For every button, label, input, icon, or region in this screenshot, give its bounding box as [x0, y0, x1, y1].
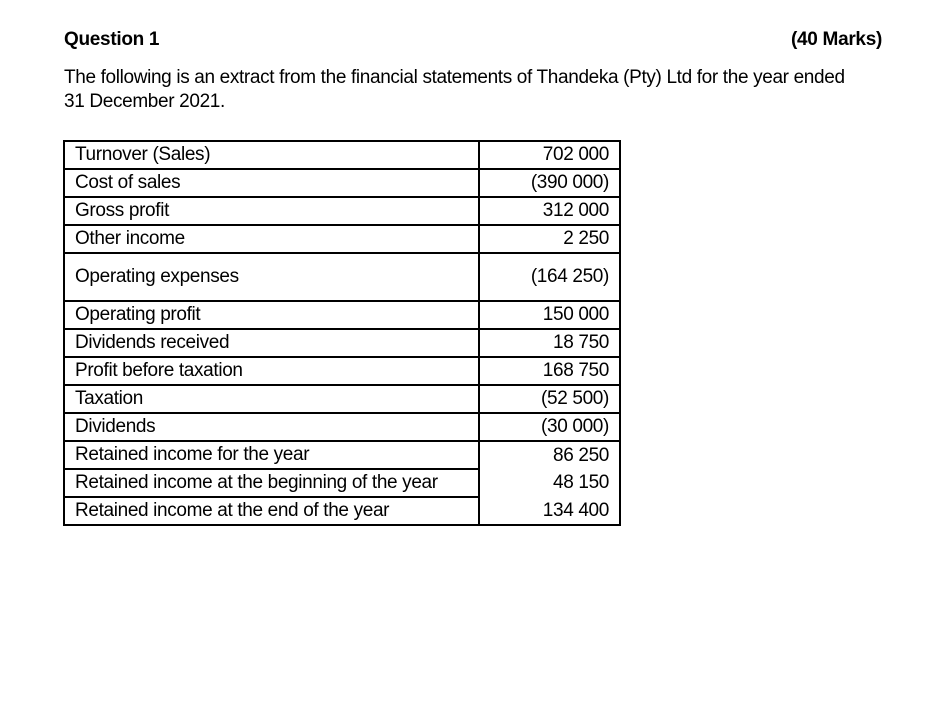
row-value: (390 000)	[479, 169, 620, 197]
table-row	[64, 497, 620, 525]
question-header	[64, 29, 882, 51]
row-label: Dividends received	[64, 329, 479, 357]
row-value: (52 500)	[479, 385, 620, 413]
row-label: Retained income at the end of the year	[64, 497, 479, 525]
row-value: 2 250	[479, 225, 620, 253]
row-value: 150 000	[479, 301, 620, 329]
row-value: 48 150	[479, 469, 620, 497]
row-value: 168 750	[479, 357, 620, 385]
table-row	[64, 253, 620, 301]
table-row	[64, 141, 620, 169]
intro-paragraph: The following is an extract from the financial statements of Thandeka (Pty) Ltd for the year ended 31 December 2021.	[64, 67, 845, 112]
row-label: Retained income at the beginning of the year	[64, 469, 479, 497]
table-row	[64, 225, 620, 253]
table-row	[64, 301, 620, 329]
financial-statement-table	[63, 140, 621, 526]
marks-label: (40 Marks)	[791, 29, 882, 50]
table-row	[64, 197, 620, 225]
question-title: Question 1	[64, 29, 160, 50]
row-value: (30 000)	[479, 413, 620, 441]
table-row	[64, 169, 620, 197]
table-row	[64, 441, 620, 469]
table-row	[64, 357, 620, 385]
row-label: Retained income for the year	[64, 441, 479, 469]
row-label: Profit before taxation	[64, 357, 479, 385]
row-value: 312 000	[479, 197, 620, 225]
row-label: Turnover (Sales)	[64, 141, 479, 169]
row-label: Gross profit	[64, 197, 479, 225]
row-value: (164 250)	[479, 253, 620, 301]
row-value: 134 400	[479, 497, 620, 525]
row-value: 702 000	[479, 141, 620, 169]
table-row	[64, 385, 620, 413]
table-row	[64, 329, 620, 357]
table-row	[64, 469, 620, 497]
row-label: Dividends	[64, 413, 479, 441]
table-row	[64, 413, 620, 441]
row-label: Other income	[64, 225, 479, 253]
row-value: 18 750	[479, 329, 620, 357]
row-label: Taxation	[64, 385, 479, 413]
row-value: 86 250	[479, 441, 620, 469]
row-label: Operating expenses	[64, 253, 479, 301]
row-label: Operating profit	[64, 301, 479, 329]
row-label: Cost of sales	[64, 169, 479, 197]
